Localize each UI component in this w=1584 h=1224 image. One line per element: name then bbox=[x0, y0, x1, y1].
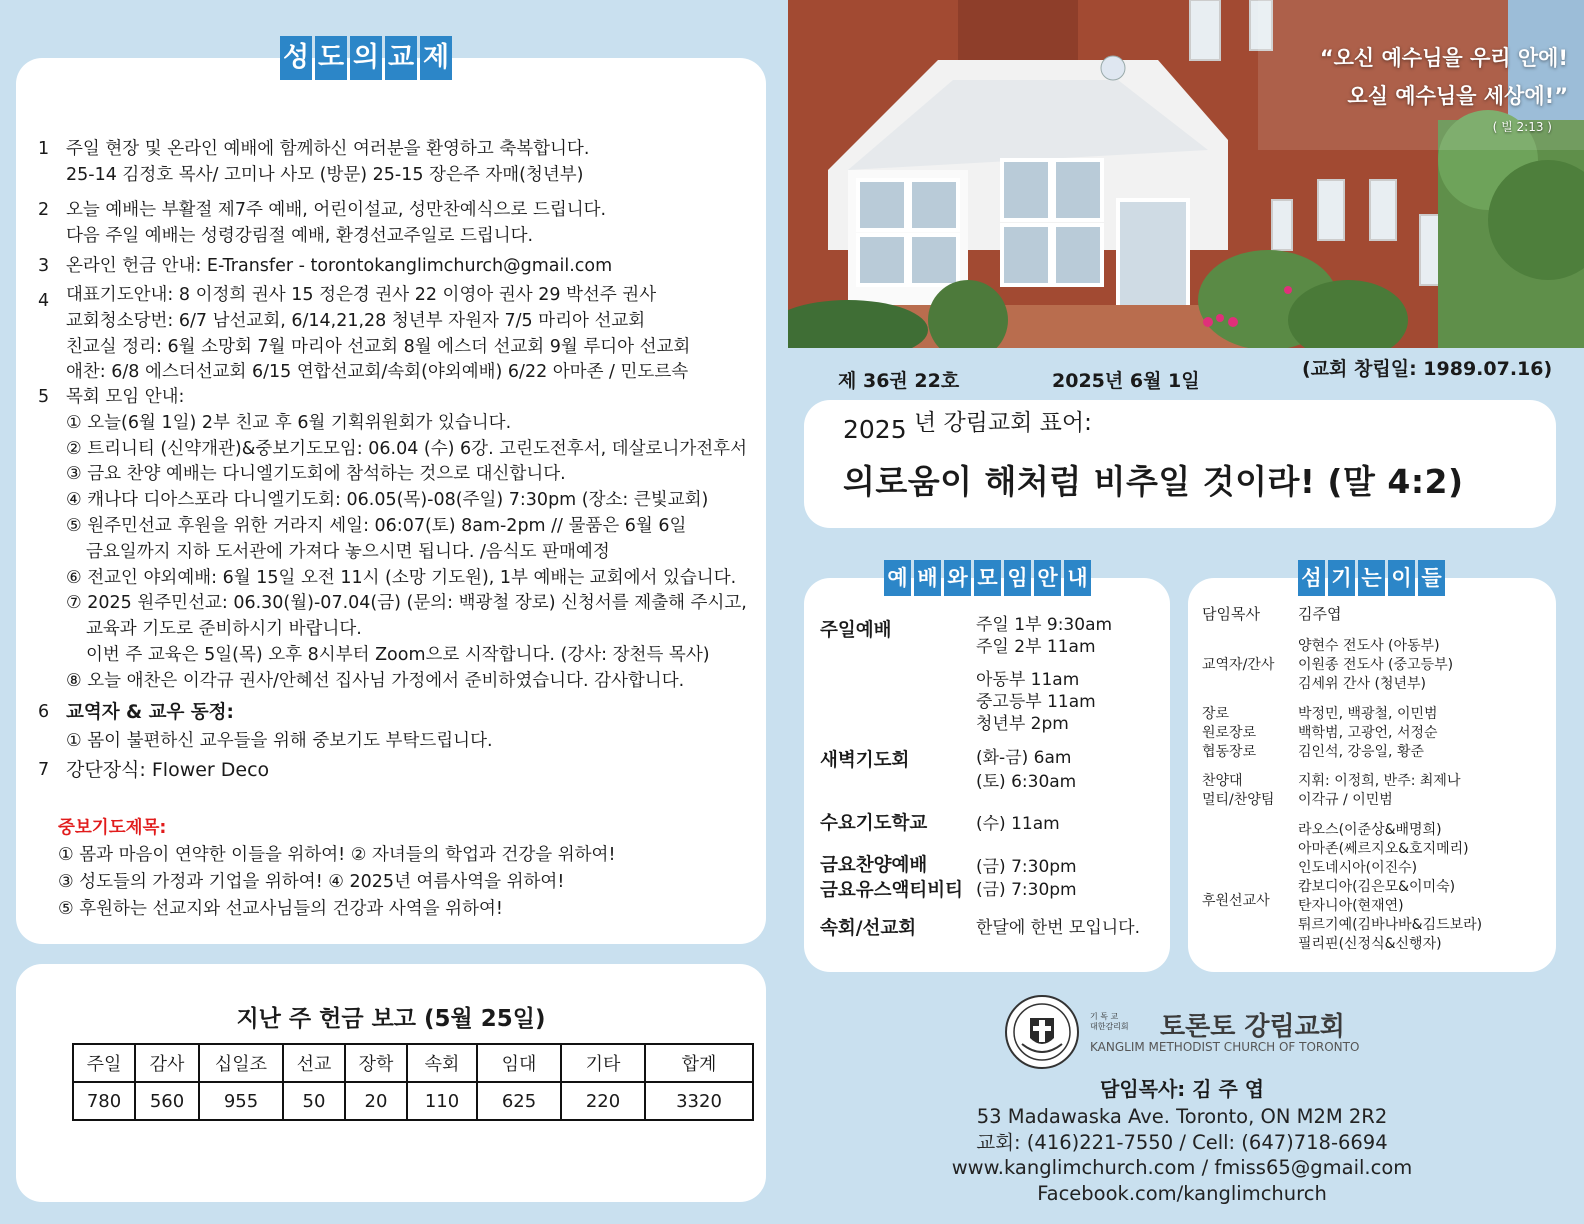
staff-names: 김주엽 bbox=[1298, 605, 1342, 623]
announcement-item: 7 강단장식: Flower Deco bbox=[38, 759, 270, 781]
footer-pastor: 담임목사: 김 주 엽 bbox=[1100, 1077, 1265, 1101]
service-label: 금요찬양예배 bbox=[820, 855, 928, 876]
table-row: 주일 감사 십일조 선교 장학 속회 임대 기타 합계 bbox=[73, 1044, 753, 1082]
staff-names: 지휘: 이정희, 반주: 최제나 이각규 / 이민범 bbox=[1298, 773, 1461, 808]
announcements-title: 성 도 의 교 제 bbox=[280, 36, 452, 80]
founding-date: (교회 창립일: 1989.07.16) bbox=[1302, 358, 1553, 380]
church-photo bbox=[788, 0, 1584, 348]
service-times: 주일 1부 9:30am 주일 2부 11am bbox=[976, 615, 1113, 657]
announcement-item: 3 온라인 헌금 안내: E-Transfer - torontokanglimchurch@gmail.com bbox=[38, 256, 613, 276]
announcement-item: 5 목회 모임 안내: ① 오늘(6월 1일) 2부 친교 후 6월 기획위원회가 있습니다. ② 트리니티 (신약개관)&중보기도모임: 06.04 (수) 6강. 고린도전후서, 데살로니가전후서 ③ 금요 찬양 예배는 다니엘기도회에 참석하는 것으로 대신합니다. ④ 캐나다 디아스포라 다니엘기도회: 06.05(목)-08(주일) 7:30pm (장소: 큰빛교회) ⑤ 원주민선교 후원을 위한 거라지 세일: 06:07(토) 8am-2pm // 물품은 6월 6일 금요일까지 지하 도서관에 가져다 놓으시면 됩니다. /음식도 판매예정 ⑥ 전교인 야외예배: 6월 15일 오전 11시 (소망 기도원), 1부 예배는 교회에서 있습니다. ⑦ 2025 원주민선교: 06.30(월)-07.04(금) (문의: 백광철 장로) 신청서를 제출해 주시고, 교육과 기도로 준비하시기 바랍니다. 이번 주 교육은 5일(목) 오후 8시부터 Zoom으로 시작합니다. (강사: 장천득 목사) ⑧ 오늘 애찬은 이각규 권사/안혜선 집사님 가정에서 준비하였습니다. 감사합니다. bbox=[38, 387, 747, 691]
announcement-item: 4 대표기도안내: 8 이정희 권사 15 정은경 권사 22 이영아 권사 29 박선주 권사 교회청소당번: 6/7 남선교회, 6/14,21,28 청년부 자원자 7/5 마리아 선교회 친교실 정리: 6월 소망회 7월 마리아 선교회 8월 에스더 선교회 9월 루디아 선교회 애찬: 6/8 에스더선교회 6/15 연합선교회/속회(야외예배) 6/22 아마존 / 민도르속 bbox=[38, 285, 691, 383]
staff-label: 교역자/간사 bbox=[1202, 657, 1275, 673]
staff-label: 장로 원로장로 협동장로 bbox=[1202, 706, 1257, 760]
issue-date: 2025년 6월 1일 bbox=[1052, 370, 1200, 392]
announcement-item: 1 주일 현장 및 온라인 예배에 함께하신 여러분을 환영하고 축복합니다. 25-14 김정호 목사/ 고미나 사모 (방문) 25-15 장은주 자매(청년부) bbox=[38, 139, 590, 185]
service-label: 속회/선교회 bbox=[820, 918, 917, 939]
church-english-name: KANGLIM METHODIST CHURCH OF TORONTO bbox=[1090, 1040, 1360, 1054]
announcement-item: 6 교역자 & 교우 동정: ① 몸이 불편하신 교우들을 위해 중보기도 부탁드립니다. bbox=[38, 702, 493, 751]
church-name: 토론토 강림교회 bbox=[1160, 1012, 1345, 1042]
staff-names: 라오스(이준상&배명희) 아마존(쎄르지오&호지메리) 인도네시아(이진수) 캄보디아(김은모&이미숙) 탄자니아(현재연) 튀르기예(김바나바&김드보라) 필리핀(신정식&신행자) bbox=[1298, 822, 1483, 952]
motto-label: 2025 년 강림교회 표어: bbox=[843, 410, 1092, 444]
quote-reference: ( 빌 2:13 ) bbox=[1492, 120, 1552, 134]
footer-phone: 교회: (416)221-7550 / Cell: (647)718-6694 bbox=[976, 1130, 1388, 1154]
staff-label: 담임목사 bbox=[1202, 605, 1260, 623]
service-label: 새벽기도회 bbox=[820, 750, 910, 771]
staff-title: 섬 기 는 이 들 bbox=[1298, 560, 1445, 596]
staff-names: 박정민, 백광철, 이민범 백학범, 고광언, 서정순 김인석, 강응일, 황준 bbox=[1298, 706, 1438, 760]
footer-address: 53 Madawaska Ave. Toronto, ON M2M 2R2 bbox=[976, 1105, 1388, 1128]
staff-label: 찬양대 멀티/찬양팀 bbox=[1202, 773, 1275, 808]
announcement-item: 2 오늘 예배는 부활절 제7주 예배, 어린이설교, 성만찬예식으로 드립니다. 다음 주일 예배는 성령강림절 예배, 환경선교주일로 드립니다. bbox=[38, 200, 607, 246]
footer-facebook-link[interactable]: Facebook.com/kanglimchurch bbox=[1037, 1181, 1327, 1205]
footer-contact bbox=[930, 1104, 1434, 1206]
offering-table bbox=[72, 1043, 754, 1121]
prayer-topics: 중보기도제목: ① 몸과 마음이 연약한 이들을 위하여! ② 자녀들의 학업과 건강을 위하여! ③ 성도들의 가정과 기업을 위하여! ④ 2025년 여름사역을 위하여! ⑤ 후원하는 선교지와 선교사님들의 건강과 사역을 위하여! bbox=[58, 818, 616, 919]
service-times: 한달에 한번 모입니다. bbox=[976, 918, 1141, 938]
table-row: 780 560 955 50 20 110 625 220 3320 bbox=[73, 1082, 753, 1120]
logo-small-text: 기 독 교 대한감리회 bbox=[1090, 1012, 1129, 1031]
church-logo-icon bbox=[1004, 994, 1080, 1070]
service-label: 주일예배 bbox=[820, 620, 892, 641]
service-times: (화-금) 6am (토) 6:30am bbox=[976, 748, 1077, 792]
service-label: 금요유스액티비티 bbox=[820, 880, 963, 901]
service-times: (금) 7:30pm bbox=[976, 857, 1077, 877]
staff-names: 양현수 전도사 (아동부) 이원종 전도사 (중고등부) 김세위 간사 (청년부) bbox=[1298, 638, 1454, 692]
service-times: 아동부 11am 중고등부 11am 청년부 2pm bbox=[976, 670, 1096, 734]
staff-label: 후원선교사 bbox=[1202, 893, 1270, 909]
offering-title: 지난 주 헌금 보고 (5월 25일) bbox=[236, 1006, 546, 1032]
service-times: (수) 11am bbox=[976, 814, 1060, 834]
quote-line-2: 오실 예수님을 세상에!” bbox=[1347, 84, 1568, 108]
footer-web-link[interactable]: www.kanglimchurch.com / fmiss65@gmail.com bbox=[951, 1156, 1413, 1179]
services-title: 예 배 와 모 임 안 내 bbox=[884, 560, 1091, 596]
quote-line-1: “오신 예수님을 우리 안에! bbox=[1319, 46, 1568, 70]
issue-volume: 제 36권 22호 bbox=[838, 370, 960, 392]
service-label: 수요기도학교 bbox=[820, 813, 928, 834]
service-times: (금) 7:30pm bbox=[976, 880, 1077, 900]
motto-text: 의로움이 해처럼 비추일 것이라! (말 4:2) bbox=[843, 462, 1464, 501]
